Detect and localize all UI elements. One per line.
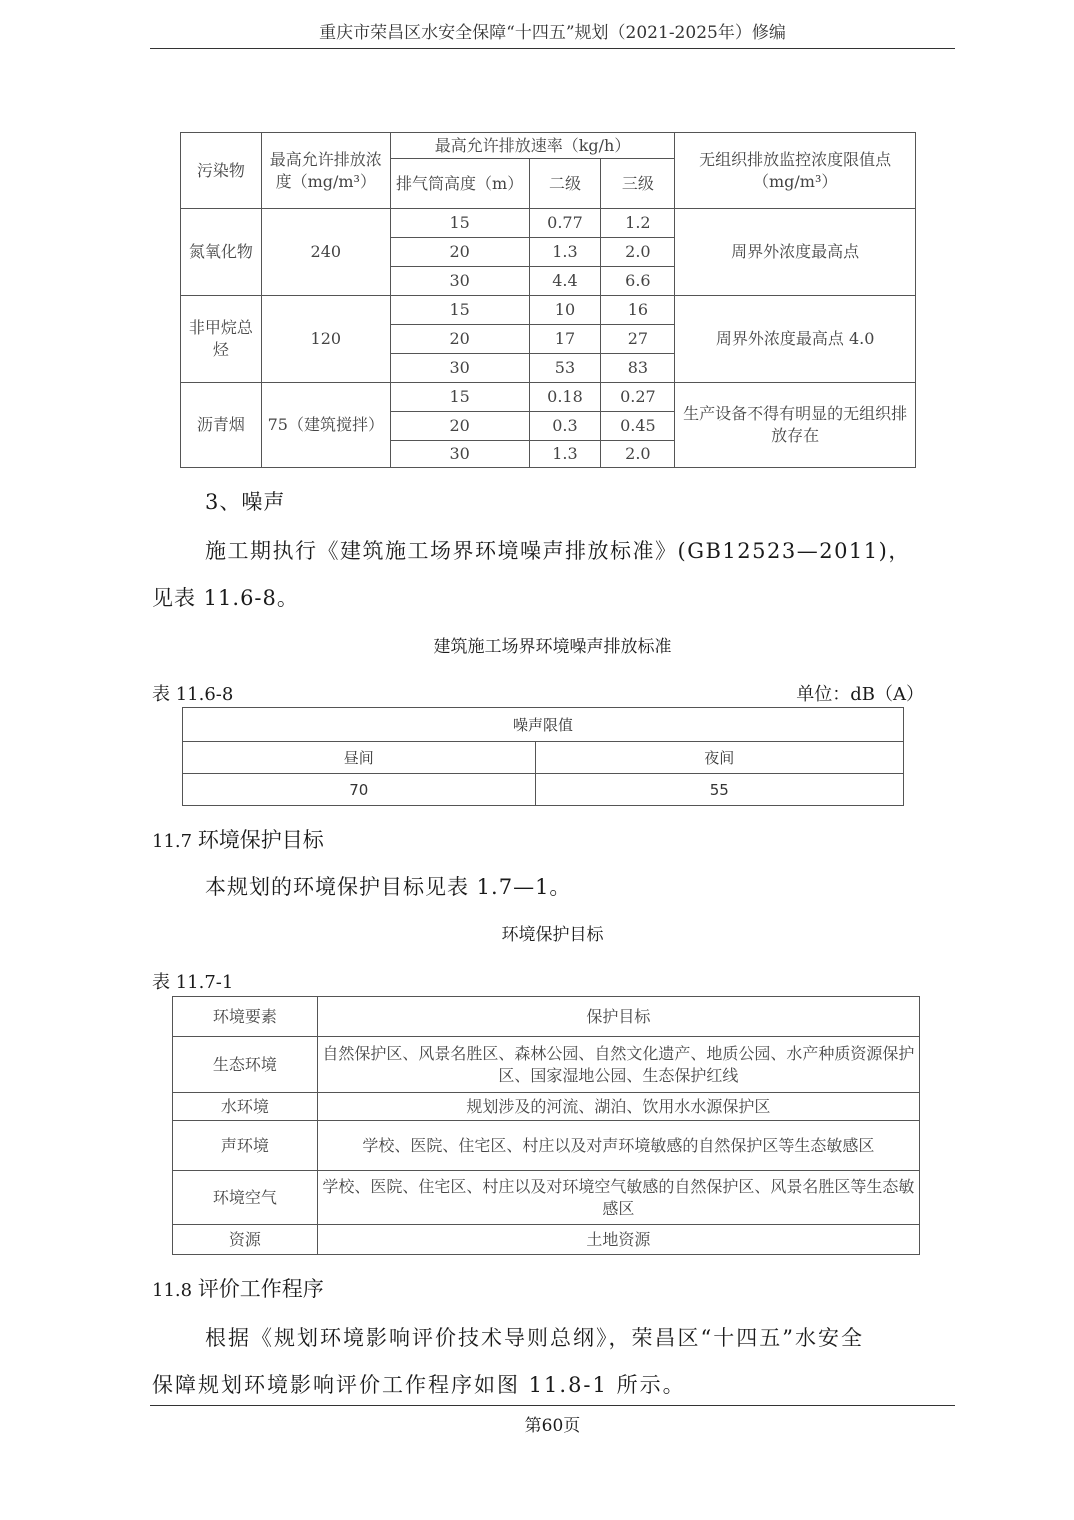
pollutant-name: 氮氧化物 <box>181 209 262 296</box>
cell-height: 15 <box>390 209 529 238</box>
footer-rule <box>150 1405 955 1406</box>
cell-grade2: 10 <box>529 296 601 325</box>
table-row <box>173 1121 920 1171</box>
noise-table-unit: 单位：dB（A） <box>796 684 924 705</box>
th-element: 环境要素 <box>173 997 318 1037</box>
cell-target: 土地资源 <box>317 1225 919 1255</box>
section-title: 评价工作程序 <box>197 1277 324 1301</box>
cell-grade3: 6.6 <box>601 267 675 296</box>
cell-height: 30 <box>390 441 529 468</box>
cell-grade3: 83 <box>601 354 675 383</box>
pollutant-conc: 75（建筑搅拌） <box>261 383 390 468</box>
cell-grade3: 2.0 <box>601 238 675 267</box>
table-row <box>173 1225 920 1255</box>
cell-grade3: 16 <box>601 296 675 325</box>
cell-height: 15 <box>390 383 529 412</box>
table-row <box>181 296 916 325</box>
header-rule <box>150 48 955 49</box>
pollutant-name: 非甲烷总烃 <box>181 296 262 383</box>
noise-table-title: 噪声限值 <box>183 708 904 742</box>
cell-grade2: 4.4 <box>529 267 601 296</box>
air-emission-table <box>180 132 916 468</box>
cell-target: 自然保护区、风景名胜区、森林公园、自然文化遗产、地质公园、水产种质资源保护区、国家湿地公园、生态保护红线 <box>317 1037 919 1093</box>
noise-day-value: 70 <box>183 774 536 806</box>
noise-limit-table <box>182 707 904 806</box>
section-title: 环境保护目标 <box>197 828 324 852</box>
section-11-7-para: 本规划的环境保护目标见表 1.7—1。 <box>205 875 572 899</box>
th-stack-height: 排气筒高度（m） <box>390 159 529 209</box>
protection-table-number: 表 11.7-1 <box>152 972 234 993</box>
section-11-8-para-line2: 保障规划环境影响评价工作程序如图 11.8-1 所示。 <box>152 1373 686 1397</box>
noise-para-line2: 见表 11.6-8。 <box>152 586 299 610</box>
th-grade-3: 三级 <box>601 159 675 209</box>
section-number: 11.7 <box>152 831 193 852</box>
cell-grade2: 0.77 <box>529 209 601 238</box>
section-11-8-heading <box>152 1273 324 1303</box>
noise-para-line1: 施工期执行《建筑施工场界环境噪声排放标准》(GB12523—2011)， <box>205 539 911 563</box>
noise-heading: 3、噪声 <box>205 490 286 514</box>
cell-grade2: 0.18 <box>529 383 601 412</box>
page-header-title: 重庆市荣昌区水安全保障“十四五”规划（2021-2025年）修编 <box>319 23 786 43</box>
th-unorganized-limit: 无组织排放监控浓度限值点（mg/m³） <box>675 133 916 209</box>
cell-height: 15 <box>390 296 529 325</box>
cell-grade2: 1.3 <box>529 238 601 267</box>
th-concentration: 最高允许排放浓度（mg/m³） <box>261 133 390 209</box>
noise-table-number: 表 11.6-8 <box>152 684 234 705</box>
cell-grade3: 0.45 <box>601 412 675 441</box>
protection-target-table <box>172 996 920 1255</box>
cell-grade2: 0.3 <box>529 412 601 441</box>
cell-grade3: 27 <box>601 325 675 354</box>
pollutant-limit: 周界外浓度最高点 4.0 <box>675 296 916 383</box>
cell-element: 环境空气 <box>173 1171 318 1225</box>
cell-element: 资源 <box>173 1225 318 1255</box>
cell-grade2: 17 <box>529 325 601 354</box>
noise-night-value: 55 <box>535 774 904 806</box>
section-11-7-heading <box>152 824 324 854</box>
cell-target: 学校、医院、住宅区、村庄以及对声环境敏感的自然保护区等生态敏感区 <box>317 1121 919 1171</box>
cell-height: 20 <box>390 238 529 267</box>
cell-height: 20 <box>390 412 529 441</box>
pollutant-name: 沥青烟 <box>181 383 262 468</box>
cell-height: 30 <box>390 267 529 296</box>
section-number: 11.8 <box>152 1280 193 1301</box>
section-11-8-para-line1: 根据《规划环境影响评价技术导则总纲》，荣昌区“十四五”水安全 <box>205 1326 864 1350</box>
protection-table-caption: 环境保护目标 <box>501 925 604 945</box>
cell-element: 声环境 <box>173 1121 318 1171</box>
cell-target: 学校、医院、住宅区、村庄以及对环境空气敏感的自然保护区、风景名胜区等生态敏感区 <box>317 1171 919 1225</box>
th-target: 保护目标 <box>317 997 919 1037</box>
pollutant-limit: 生产设备不得有明显的无组织排放存在 <box>675 383 916 468</box>
cell-element: 水环境 <box>173 1093 318 1121</box>
th-emission-rate: 最高允许排放速率（kg/h） <box>390 133 675 159</box>
cell-height: 20 <box>390 325 529 354</box>
cell-grade3: 0.27 <box>601 383 675 412</box>
table-row <box>181 383 916 412</box>
cell-target: 规划涉及的河流、湖泊、饮用水水源保护区 <box>317 1093 919 1121</box>
th-grade-2: 二级 <box>529 159 601 209</box>
table-row <box>181 209 916 238</box>
cell-grade3: 1.2 <box>601 209 675 238</box>
page-number: 第60页 <box>524 1416 581 1436</box>
cell-element: 生态环境 <box>173 1037 318 1093</box>
noise-day-header: 昼间 <box>183 742 536 774</box>
pollutant-conc: 240 <box>261 209 390 296</box>
table-row <box>173 1037 920 1093</box>
table-row <box>173 1171 920 1225</box>
pollutant-conc: 120 <box>261 296 390 383</box>
table-row <box>173 1093 920 1121</box>
cell-grade2: 53 <box>529 354 601 383</box>
cell-height: 30 <box>390 354 529 383</box>
cell-grade3: 2.0 <box>601 441 675 468</box>
cell-grade2: 1.3 <box>529 441 601 468</box>
th-pollutant: 污染物 <box>181 133 262 209</box>
pollutant-limit: 周界外浓度最高点 <box>675 209 916 296</box>
noise-table-caption: 建筑施工场界环境噪声排放标准 <box>433 637 672 657</box>
noise-night-header: 夜间 <box>535 742 904 774</box>
